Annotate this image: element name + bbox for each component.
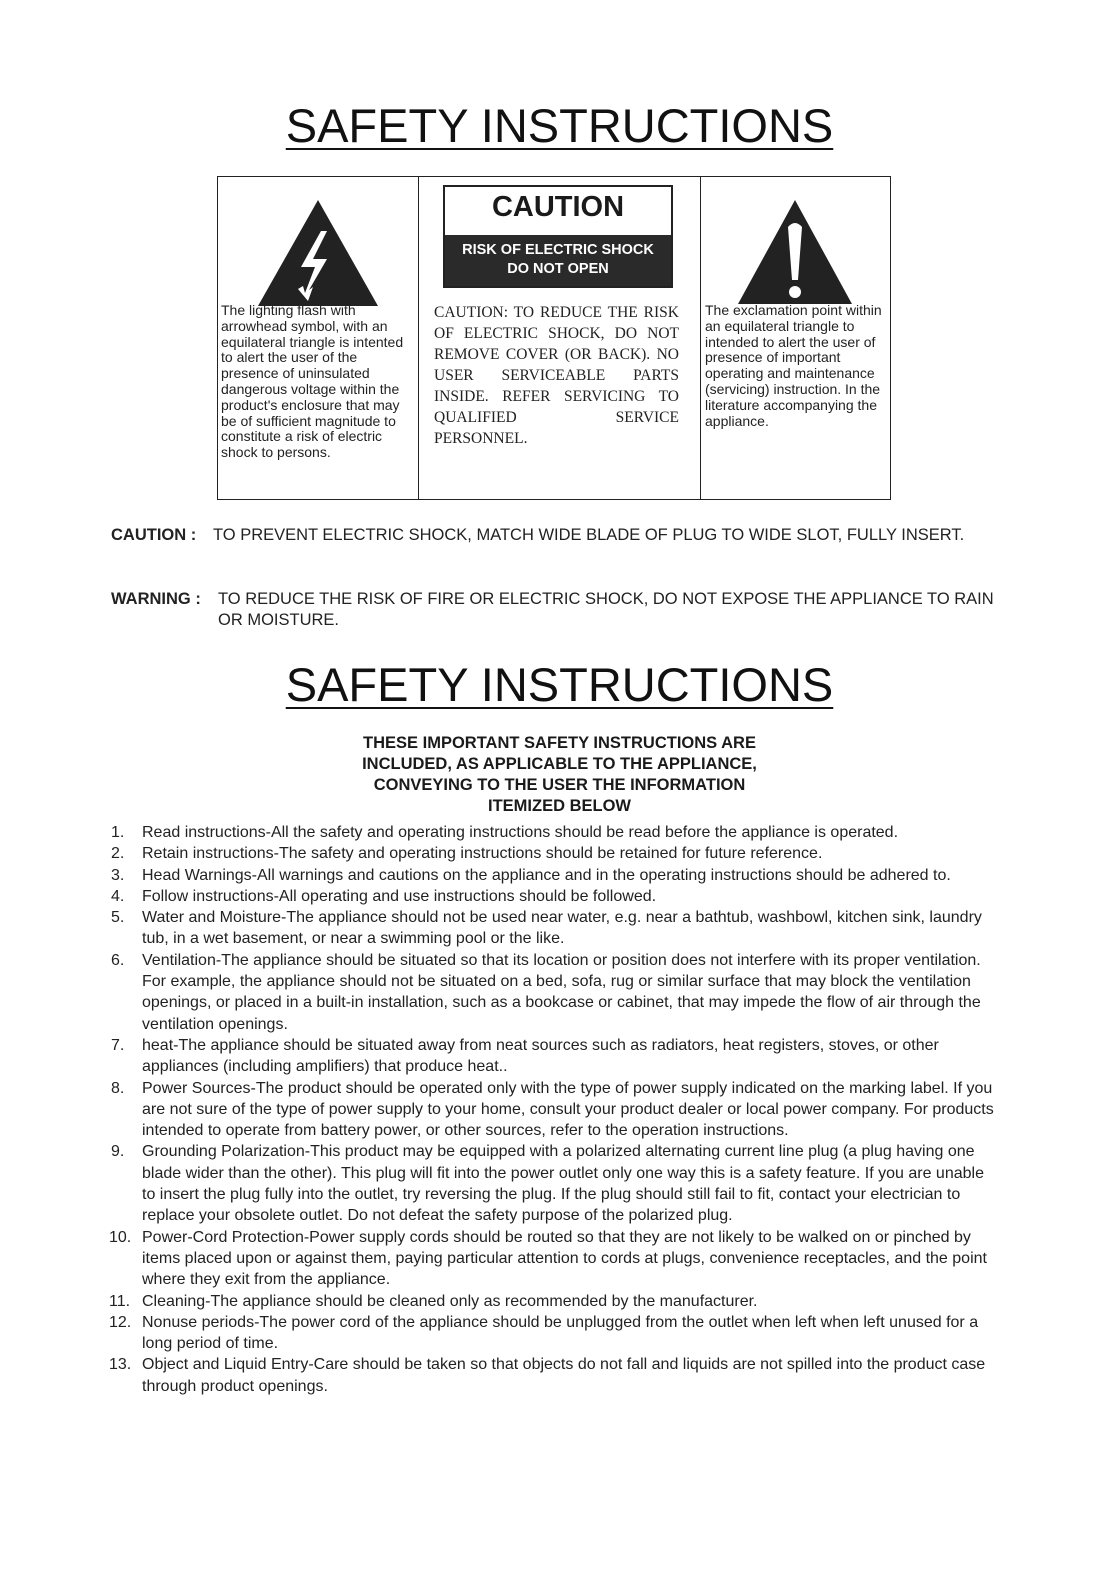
item-text: Follow instructions-All operating and use instructions should be followed. — [142, 887, 657, 905]
warning-notice-label: WARNING : — [111, 590, 201, 608]
page-title — [0, 98, 1119, 153]
page-title-text: SAFETY INSTRUCTIONS — [285, 99, 834, 152]
warning-notice-text: TO REDUCE THE RISK OF FIRE OR ELECTRIC SHOCK, DO NOT EXPOSE THE APPLIANCE TO RAIN OR MOISTURE. — [218, 590, 994, 629]
item-text: Nonuse periods-The power cord of the appliance should be unplugged from the outlet when left when left unused for a long period of time. — [142, 1313, 979, 1353]
item-number: 6. — [111, 951, 125, 969]
caution-notice-label: CAUTION : — [111, 526, 197, 544]
list-item — [111, 865, 1001, 886]
caution-panel — [217, 176, 891, 500]
caution-notice-text: TO PREVENT ELECTRIC SHOCK, MATCH WIDE BLADE OF PLUG TO WIDE SLOT, FULLY INSERT. — [213, 526, 965, 544]
item-number: 11. — [109, 1292, 131, 1310]
item-text: Ventilation-The appliance should be situated so that its location or position does not interfere with its proper ventilation. For example, the appliance should not be situated on a bed, sofa, rug or similar surface that may block the ventilation openings, or placed in a built-in installation, such as a bookcase or cabinet, that may impede the flow of air through the ventilation openings. — [142, 951, 981, 1033]
item-text: Read instructions-All the safety and operating instructions should be read before the appliance is operated. — [142, 824, 899, 841]
item-number: 2. — [111, 845, 125, 863]
instruction-list — [111, 822, 1001, 1397]
item-text: Cleaning-The appliance should be cleaned only as recommended by the manufacturer. — [142, 1292, 758, 1310]
item-number: 7. — [111, 1036, 125, 1054]
list-item — [111, 1354, 1001, 1397]
section-title — [0, 657, 1119, 712]
item-number: 4. — [111, 887, 125, 905]
caution-heading: CAUTION — [491, 191, 625, 223]
list-item — [111, 950, 1001, 1035]
intro-line: CONVEYING TO THE USER THE INFORMATION — [373, 776, 746, 794]
item-text: heat-The appliance should be situated away from neat sources such as radiators, heat registers, stoves, or other appliances (including amplifiers) that produce heat.. — [142, 1036, 939, 1076]
caution-description: CAUTION: TO REDUCE THE RISK OF ELECTRIC SHOCK, DO NOT REMOVE COVER (OR BACK). NO USER SERVICEABLE PARTS INSIDE. REFER SERVICING TO QUALIFIED SERVICE PERSONNEL. — [434, 304, 679, 447]
item-number: 9. — [111, 1143, 125, 1161]
intro-line: THESE IMPORTANT SAFETY INSTRUCTIONS ARE — [363, 734, 756, 752]
item-text: Retain instructions-The safety and operating instructions should be retained for future reference. — [142, 845, 823, 863]
item-text: Power Sources-The product should be operated only with the type of power supply indicated on the marking label. If you are not sure of the type of power supply to your home, consult your product dealer or local power company. For products intended to operate from battery power, or other sources, refer to the operation instructions. — [142, 1079, 994, 1140]
caution-band-line1: RISK OF ELECTRIC SHOCK — [462, 242, 654, 258]
lightning-symbol — [218, 197, 418, 297]
section-title-text: SAFETY INSTRUCTIONS — [285, 658, 834, 711]
item-text: Water and Moisture-The appliance should not be used near water, e.g. near a bathtub, washbowl, kitchen sink, laundry tub, in a wet basement, or near a swimming pool or the like. — [142, 909, 982, 948]
caution-band-line2: DO NOT OPEN — [507, 261, 609, 277]
caution-label-box — [443, 185, 673, 288]
item-number: 10. — [109, 1228, 132, 1246]
list-item — [111, 1078, 1001, 1142]
list-item — [111, 1141, 1001, 1226]
item-number: 1. — [111, 824, 125, 841]
intro-line: INCLUDED, AS APPLICABLE TO THE APPLIANCE, — [362, 755, 757, 773]
list-item — [111, 1035, 1001, 1078]
list-item — [111, 1312, 1001, 1355]
list-item — [111, 907, 1001, 950]
lightning-triangle-icon — [255, 197, 381, 309]
list-item — [111, 1291, 1001, 1312]
caution-band — [445, 235, 671, 286]
item-number: 12. — [109, 1313, 132, 1331]
intro-heading — [0, 733, 1119, 817]
caution-column — [418, 177, 701, 499]
item-number: 5. — [111, 909, 125, 927]
item-text: Head Warnings-All warnings and cautions on the appliance and in the operating instructions should be adhered to. — [142, 866, 951, 884]
list-item — [111, 1227, 1001, 1291]
item-text: Power-Cord Protection-Power supply cords should be routed so that they are not likely to be walked on or pinched by items placed upon or against them, paying particular attention to cords at plugs, convenience receptacles, and the point where they exit from the appliance. — [142, 1228, 987, 1289]
item-number: 13. — [109, 1356, 132, 1374]
exclamation-symbol — [700, 197, 890, 297]
lightning-description: The lighting flash with arrowhead symbol, with an equilateral triangle is intented to alert the user of the presence of uninsulated dangerous voltage within the product's enclosure that may be of sufficient magnitude to constitute a risk of electric shock to persons. — [221, 302, 404, 461]
intro-line: ITEMIZED BELOW — [488, 797, 631, 815]
lightning-column — [218, 177, 419, 499]
item-text: Object and Liquid Entry-Care should be taken so that objects do not fall and liquids are not spilled into the product case through product openings. — [142, 1356, 986, 1395]
list-item — [111, 822, 1001, 843]
item-number: 8. — [111, 1079, 125, 1097]
list-item — [111, 886, 1001, 907]
exclamation-column — [700, 177, 890, 499]
list-item — [111, 843, 1001, 864]
item-number: 3. — [111, 866, 125, 884]
item-text: Grounding Polarization-This product may be equipped with a polarized alternating current line plug (a plug having one blade wider than the other). This plug will fit into the power outlet only one way this is a safety feature. If you are unable to insert the plug fully into the outlet, try reversing the plug. If the plug should still fail to fit, contact your electrician to replace your obsolete outlet. Do not defeat the safety purpose of the polarized plug. — [142, 1143, 984, 1225]
exclamation-triangle-icon — [735, 197, 855, 309]
exclamation-description: The exclamation point within an equilateral triangle to intended to alert the user of presence of important operating and maintenance (servicing) instruction. In the literature accompanying the appliance. — [705, 302, 882, 429]
